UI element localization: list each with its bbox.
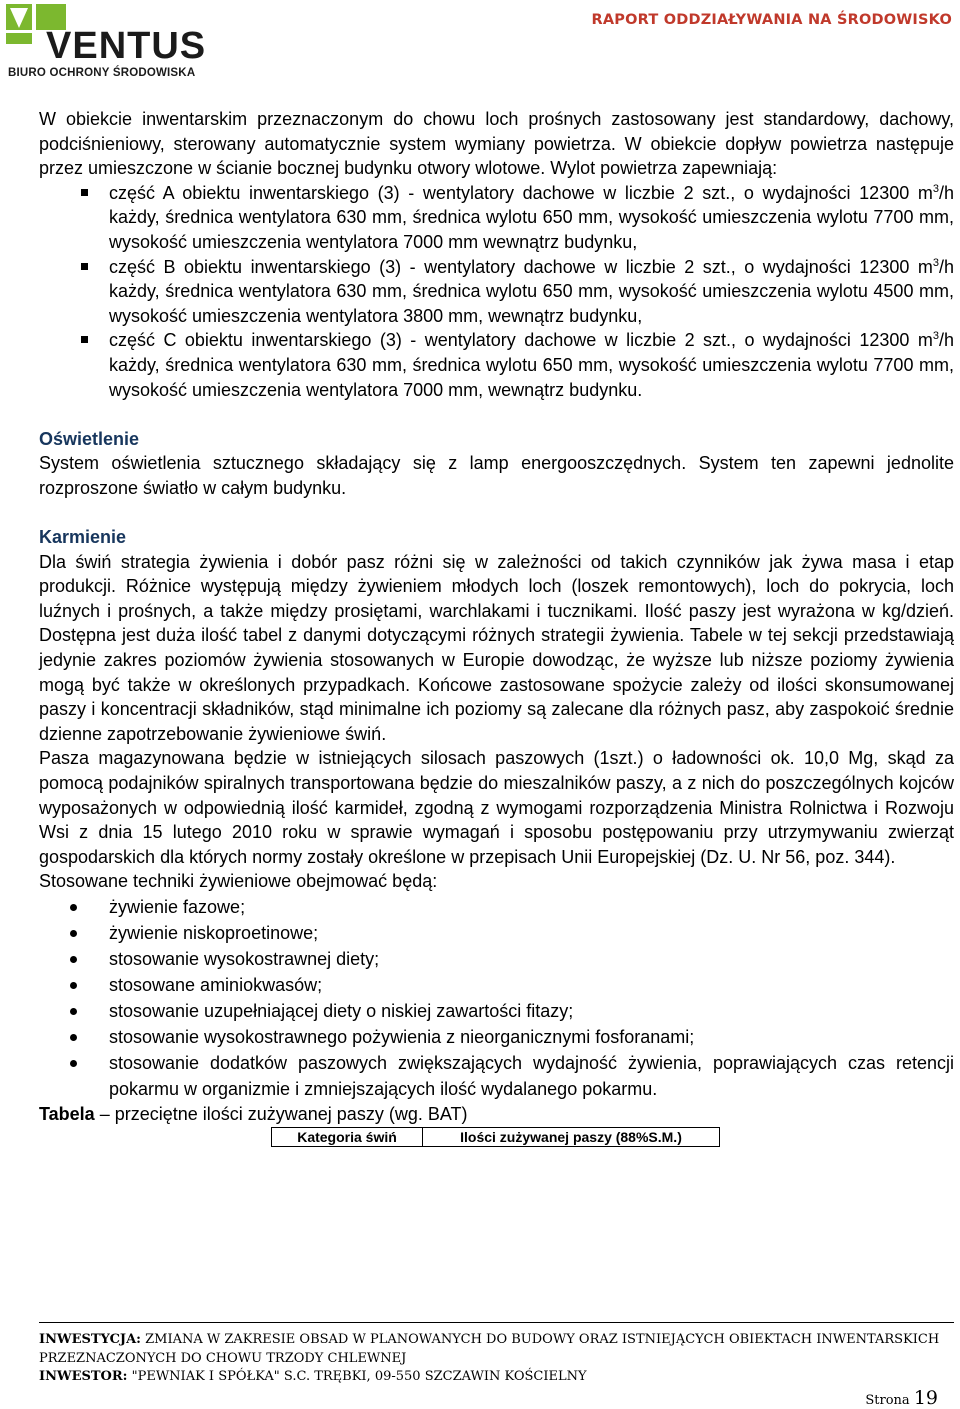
document-body (39, 107, 954, 1147)
table-caption: Tabela – przeciętne ilości zużywanej paszy (wg. BAT) (39, 1104, 468, 1124)
table-header-cell: Ilości zużywanej paszy (88%S.M.) (423, 1127, 720, 1146)
list-item: część C obiektu inwentarskiego (3) - wentylatory dachowe w liczbie 2 szt., o wydajności 12300 $m^3/h$ każdy, średnica wentylatora 630 mm, średnica wylotu 650 mm, wysokość umieszczenia wylotu 7700 mm, wysokość umieszczenia wentylatora 7000 mm, wewnątrz budynku. (39, 328, 954, 402)
feeding-heading: Karmienie (39, 527, 127, 548)
round-bullet-icon (70, 930, 77, 937)
feeding-paragraph-3: Stosowane techniki żywieniowe obejmować będą: (39, 871, 438, 892)
square-bullet-icon (81, 263, 88, 270)
round-bullet-icon (70, 1060, 77, 1067)
square-bullet-icon (81, 189, 88, 196)
list-item: część B obiektu inwentarskiego (3) - wentylatory dachowe w liczbie 2 szt., o wydajności 12300 $m^3/h$ każdy, średnica wentylatora 630 mm, średnica wylotu 650 mm, wysokość umieszczenia wylotu 4500 mm, wysokość umieszczenia wentylatora 3800 mm, wewnątrz budynku, (39, 255, 954, 329)
logo-subtitle: BIURO OCHRONY ŚRODOWISKA (8, 67, 196, 79)
list-item: stosowane aminiokwasów; (39, 972, 954, 998)
list-item: żywienie fazowe; (39, 894, 954, 920)
list-item: żywienie niskoproetinowe; (39, 920, 954, 946)
round-bullet-icon (70, 956, 77, 963)
list-item: stosowanie uzupełniającej diety o niskiej zawartości fitazy; (39, 998, 954, 1024)
footer-investor: INWESTOR: "PEWNIAK I SPÓŁKA" S.C. TRĘBKI, 09-550 SZCZAWIN KOŚCIELNY (39, 1369, 587, 1384)
lighting-paragraph: System oświetlenia sztucznego składający się z lamp energooszczędnych. System ten zapewni jednolite rozproszone światło w całym budynku. (39, 453, 954, 498)
logo-wordmark: VENTUS (46, 25, 207, 67)
feeding-paragraph-1: Dla świń strategia żywienia i dobór pasz różni się w zależności od takich czynników jak żywa masa i etap produkcji. Różnice występują między żywieniem młodych loch (loszek remontowych), loch do pokrycia, loch luźnych i prośnych, a także między prosiętami, warchlakami i tucznikami. Ilość paszy jest wyrażona w kg/dzień. Dostępna jest duża ilość tabel z danymi dotyczącymi różnych strategii żywienia. Tabele w tej sekcji przedstawiają jedynie zakres poziomów żywienia stosowanych w Europie dowodząc, że wyższe lub niższe poziomy żywienia mogą być także w określonych przypadkach. Końcowe zastosowane spożycie zależy od ilości skonsumowanej paszy i koncentracji składników, stąd minimalne ich poziomy są zalecane dla różnych pasz, aby zaspokoić średnie dzienne zapotrzebowanie żywieniowe świń. (39, 551, 954, 744)
feeding-paragraph-2: Pasza magazynowana będzie w istniejących silosach paszowych (1szt.) o ładowności ok. 10,0 Mg, skąd za pomocą podajników spiralnych transportowana będzie do mieszalników paszy, a z nich do poszczególnych kojców wyposażonych w odpowiednią ilość karmideł, zgodną z wymogami rozporządzenia Ministra Rolnictwa i Rozwoju Wsi z dnia 15 lutego 2010 roku w sprawie wymagań i sposobu postępowaniu przy utrzymywaniu zwierząt gospodarskich dla których normy zostały określone w przepisach Unii Europejskiej (Dz. U. Nr 56, poz. 344). (39, 748, 954, 867)
round-bullet-icon (70, 982, 77, 989)
ventilation-paragraph: W obiekcie inwentarskim przeznaczonym do chowu loch prośnych zastosowany jest standardowy, dachowy, podciśnieniowy, sterowany automatycznie system wymiany powietrza. W obiekcie dopływ powietrza następuje przez umieszczone w ścianie bocznej budynku otwory wlotowe. Wylot powietrza zapewniają: (39, 109, 954, 179)
page-footer (39, 1322, 954, 1387)
table-header-cell: Kategoria świń (272, 1127, 423, 1146)
feed-consumption-table (271, 1127, 720, 1147)
list-item: stosowanie dodatków paszowych zwiększających wydajność żywienia, poprawiających czas retencji pokarmu w organizmie i zmniejszających ilość wydalanego pokarmu. (39, 1050, 954, 1102)
ventus-logo (6, 4, 226, 82)
lighting-heading: Oświetlenie (39, 428, 140, 449)
list-item: stosowanie wysokostrawnej diety; (39, 946, 954, 972)
ventilation-list (39, 181, 954, 402)
round-bullet-icon (70, 1034, 77, 1041)
page-number: Strona 19 (865, 1387, 938, 1409)
feeding-techniques-list (39, 894, 954, 1102)
list-item: część A obiektu inwentarskiego (3) - wentylatory dachowe w liczbie 2 szt., o wydajności 12300 $m^3/h$ każdy, średnica wentylatora 630 mm, średnica wylotu 650 mm, wysokość umieszczenia wylotu 7700 mm, wysokość umieszczenia wentylatora 7000 mm wewnątrz budynku, (39, 181, 954, 255)
round-bullet-icon (70, 904, 77, 911)
page-header (0, 0, 960, 82)
footer-investment: INWESTYCJA: ZMIANA W ZAKRESIE OBSAD W PLANOWANYCH DO BUDOWY ORAZ ISTNIEJĄCYCH OBIEKTACH INWENTARSKICH PRZEZNACZONYCH DO CHOWU TRZODY CHLEWNEJ (39, 1332, 940, 1366)
table-header-row (272, 1127, 720, 1146)
round-bullet-icon (70, 1008, 77, 1015)
square-bullet-icon (81, 336, 88, 343)
report-title: RAPORT ODDZIAŁYWANIA NA ŚRODOWISKO (591, 12, 952, 28)
list-item: stosowanie wysokostrawnego pożywienia z nieorganicznymi fosforanami; (39, 1024, 954, 1050)
